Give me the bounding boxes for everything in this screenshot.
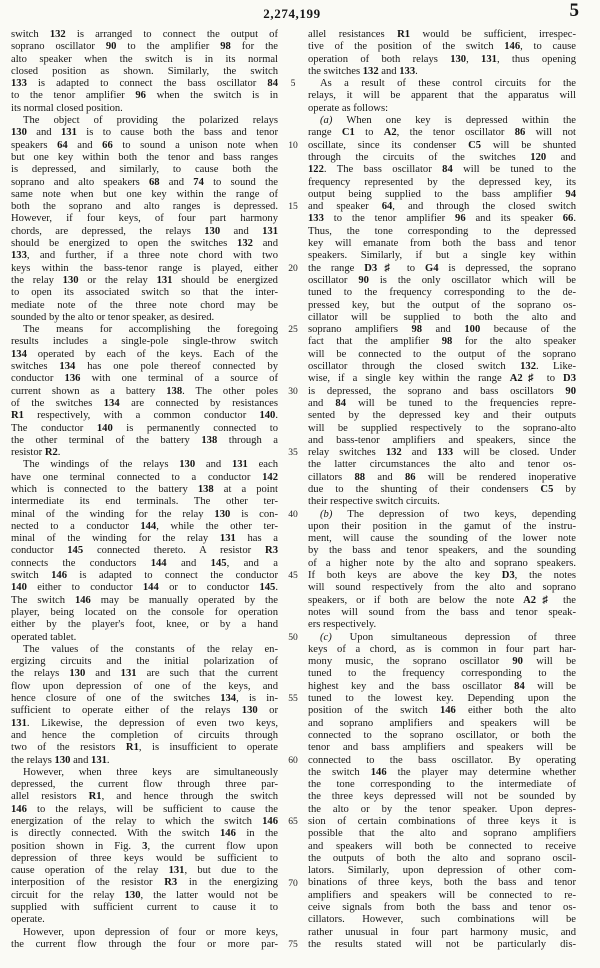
text-line: position of the switch 146 either both the alto — [308, 705, 576, 717]
text-line: through the circuits of the switches 120 and — [308, 151, 576, 163]
line-number: 20 — [288, 262, 298, 274]
text-line: chords, are depressed, the relays 130 and 131 — [11, 225, 278, 237]
text-line: allel resistors R1, and hence through the switch — [11, 791, 278, 803]
text-line: cause operation of the relay 131, but due to the — [11, 865, 278, 877]
text-line: pressed key, but the output of the soprano os- — [308, 299, 576, 311]
text-line: both the soprano and alto ranges is depressed. — [11, 201, 278, 213]
text-line: sufficient to operate either of the relays 130 or — [11, 705, 278, 717]
text-line: and bass-tenor amplifiers and speakers, since the — [308, 434, 576, 446]
text-line: However, when three keys are simultaneously — [23, 766, 278, 778]
text-line: nected to a conductor 144, while the other ter- — [11, 520, 278, 532]
text-line: sented by the depressed key and their outputs — [308, 410, 576, 422]
text-line: will be connected to the output of the soprano — [308, 348, 576, 360]
text-line: (c) Upon simultaneous depression of three — [320, 631, 576, 643]
text-line: and speaker 64, and through the closed switch — [308, 201, 576, 213]
text-line: 146 to the relays, will be sufficient to cause the — [11, 803, 278, 815]
text-line: However, upon depression of four or more keys, — [23, 926, 278, 938]
text-line: However, if four keys, of four part harmony — [11, 213, 278, 225]
text-line: 131. Likewise, the depression of even two keys, — [11, 717, 278, 729]
line-number: 10 — [288, 139, 298, 151]
text-line: the alto or by the tenor speaker. Upon depres- — [308, 803, 576, 815]
text-line: fact that the amplifier 98 for the alto speaker — [308, 336, 576, 348]
text-line: connects the conductors 144 and 145, and a — [11, 557, 278, 569]
line-number: 75 — [288, 939, 298, 951]
text-line: energization of the relay to which the switch 146 — [11, 816, 278, 827]
line-number: 35 — [288, 447, 298, 459]
text-line: current shown as a battery 138. The other poles — [11, 385, 278, 397]
text-line: hence closure of one of the switches 134, is in- — [11, 693, 278, 705]
text-line: player, being located on the console for operation — [11, 606, 278, 618]
text-line: speakers 64 and 66 to sound a unison note when — [11, 139, 278, 151]
text-line: 140 either to conductor 144 or to conductor 145. — [11, 582, 278, 594]
text-line: minal of the winding for the relay 131 has a — [11, 533, 278, 545]
text-line: 130 and 131 is to cause both the bass and tenor — [11, 127, 278, 139]
text-line: soprano and alto speakers 68 and 74 to sound the — [11, 176, 278, 188]
text-line: resistor R2. — [11, 447, 61, 459]
text-line: due to the shunting of their condensers C5 by — [308, 483, 576, 495]
left-column — [11, 29, 278, 951]
text-line: (a) When one key is depressed within the — [320, 115, 576, 127]
text-line: ceive signals from both the bass and tenor os- — [308, 902, 576, 914]
text-line: but one key within both the tenor and bass ranges — [11, 151, 278, 163]
text-line: ergizing circuits and the initial polarization of — [11, 656, 278, 668]
text-line: allel resistances R1 would be sufficient, irrespec- — [308, 29, 576, 40]
text-line: conductor 136 with one terminal of a source of — [11, 373, 278, 385]
text-line: the relay 130 or the relay 131 should be energized — [11, 274, 278, 286]
text-line: circuit for the relay 130, the latter would not be — [11, 889, 278, 901]
line-number: 70 — [288, 877, 298, 889]
text-line: flow upon depression of one of the keys, and — [11, 680, 278, 692]
text-line: output being supplied to the bass amplifier 94 — [308, 188, 576, 200]
text-line: keys within the bass-tenor range is played, either — [11, 262, 278, 274]
text-line: operation of both relays 130, 131, thus opening — [308, 53, 576, 65]
text-line: the range D3♯ to G4 is depressed, the soprano — [308, 262, 576, 274]
text-line: oscillator through the closed switch 132. Like- — [308, 361, 576, 373]
text-line: R1 respectively, with a common conductor 140. — [11, 410, 278, 422]
text-line: connected to the soprano oscillator, or both the — [308, 729, 576, 741]
text-line: intermediate its end terminals. The other ter- — [11, 496, 278, 508]
text-line: The switch 146 may be manually operated by the — [11, 594, 278, 606]
text-line: The object of providing the polarized relays — [23, 115, 278, 127]
line-number: 55 — [288, 693, 298, 705]
text-line: mony music, the soprano oscillator 90 will be — [308, 656, 576, 668]
text-line: depression of three keys would be sufficient to — [11, 852, 278, 864]
text-line: ers respectively. — [308, 619, 377, 631]
text-line: by the bass and tenor speakers, and the sounding — [308, 545, 576, 557]
text-line: mediate note of the three note chord may be — [11, 299, 278, 311]
text-line: which is connected to the battery 138 at a point — [11, 483, 278, 495]
text-line: results includes a single-pole single-throw switch — [11, 336, 278, 348]
text-line: range C1 to A2, the tenor oscillator 86 will not — [308, 127, 576, 139]
line-number: 60 — [288, 754, 298, 766]
line-number: 30 — [288, 385, 298, 397]
text-line: should be energized to open the switches 132 and — [11, 238, 278, 250]
text-line: oscillator 90 is the only oscillator which will be — [308, 274, 576, 286]
text-line: interposition of the resistor R3 in the energizing — [11, 877, 278, 889]
text-line: the other terminal of the battery 138 through a — [11, 434, 278, 446]
right-column — [308, 29, 576, 951]
text-line: the current flow through the four or more par- — [11, 938, 278, 950]
text-line: is depressed, and similarly, to cause both the — [11, 164, 278, 176]
text-line: As a result of these control circuits for the — [320, 78, 576, 90]
text-line: 122. The bass oscillator 84 will be tuned to the — [308, 164, 576, 176]
text-line: and hence the completion of circuits through — [11, 729, 278, 741]
text-line: connected to the bass oscillator. By operating — [308, 754, 576, 766]
patent-number: 2,274,199 — [263, 6, 321, 21]
text-line: tuned to the frequency corresponding to the de- — [308, 287, 576, 299]
line-number: 25 — [288, 324, 298, 336]
text-line: switch 146 is adapted to connect the conductor — [11, 570, 278, 582]
text-line: 133 is adapted to connect the bass oscillator 84 — [11, 78, 278, 90]
text-line: operate as follows: — [308, 102, 389, 114]
text-line: the switch 146 the player may determine whether — [308, 766, 576, 778]
text-line: amplifiers and speakers will be connected to re- — [308, 889, 576, 901]
text-line: cillators 88 and 86 will be rendered inoperative — [308, 471, 576, 483]
text-line: of the switches 134 are connected by resistances — [11, 397, 278, 409]
text-line: speakers, or if both are below the note A2♯ the — [308, 594, 576, 606]
text-line: wise, if a single key within the range A2♯ to D3 — [308, 373, 576, 385]
text-line: and speakers will both be connected to receive — [308, 840, 576, 852]
text-line: The means for accomplishing the foregoing — [23, 324, 278, 336]
line-number: 45 — [288, 570, 298, 582]
text-line: position shown in Fig. 3, the current flow upon — [11, 840, 278, 852]
text-line: depressed, the current flow through three par- — [11, 779, 278, 791]
text-line: same note when but one key within the range of — [11, 188, 278, 200]
text-line: and 84 will be tuned to the frequencies repre- — [308, 397, 576, 409]
page-body — [11, 29, 576, 951]
text-line: to the tenor amplifier 96 when the switch is in — [11, 90, 278, 102]
text-line: is directly connected. With the switch 146 in the — [11, 828, 278, 840]
line-number: 15 — [288, 201, 298, 213]
text-line: notes will sound from the bass and tenor speak- — [308, 606, 576, 618]
text-line: the relays 130 and 131. — [11, 754, 110, 766]
text-line: relays, it will be apparent that the apparatus will — [308, 90, 576, 102]
text-line: Thus, the tone corresponding to the depressed — [308, 225, 576, 237]
text-line: binations of three keys, both the bass and tenor — [308, 877, 576, 889]
text-line: to open its associated switch so that the inter- — [11, 287, 278, 299]
text-line: tive of the position of the switch 146, to cause — [308, 41, 576, 53]
text-line: the relays 130 and 131 are such that the current — [11, 668, 278, 680]
text-line: The values of the constants of the relay en- — [23, 643, 278, 655]
text-line: speakers. Similarly, if but a single key within — [308, 250, 576, 262]
line-number: 65 — [288, 816, 298, 828]
text-line: keys of a chord, as is common in four part har- — [308, 643, 576, 655]
text-line: tuned to the lowest key. Depending upon the — [308, 693, 576, 705]
text-line: soprano amplifiers 98 and 100 because of the — [308, 324, 576, 336]
text-line: oscillate, since its condenser C5 will be shunted — [308, 139, 576, 151]
text-line: The conductor 140 is permanently connected to — [11, 422, 278, 434]
text-line: key will emanate from both the bass and tenor — [308, 238, 576, 250]
text-line: The windings of the relays 130 and 131 each — [23, 459, 278, 471]
text-line: the outputs of both the alto and soprano oscil- — [308, 852, 576, 864]
text-line: (b) The depression of two keys, depending — [320, 508, 576, 520]
text-line: ment, will cause the sounding of the lower note — [308, 533, 576, 545]
text-line: operated tablet. — [11, 631, 77, 643]
text-line: tenor and bass amplifiers and speakers will be — [308, 742, 576, 754]
text-line: the three keys depressed will not be sounded by — [308, 791, 576, 803]
text-line: 133, and further, if a three note chord with two — [11, 250, 278, 262]
text-line: sounded by the alto or tenor speaker, as desired. — [11, 311, 215, 323]
line-number: 40 — [288, 508, 298, 520]
text-line: either by the player's foot, knee, or by a hand — [11, 619, 278, 631]
text-line: 133 to the tenor amplifier 96 and its speaker 66. — [308, 213, 576, 225]
text-line: 134 operated by each of the keys. Each of the — [11, 348, 278, 360]
text-line: relay switches 132 and 133 will be closed. Under — [308, 447, 576, 459]
text-line: conductor 145 connected thereto. A resistor R3 — [11, 545, 278, 557]
text-line: sion of certain combinations of three keys it is — [308, 816, 576, 827]
text-line: will be supplied respectively to the soprano-alto — [308, 422, 576, 434]
text-line: will sound respectively from the alto and soprano — [308, 582, 576, 594]
text-line: and soprano amplifiers and speakers will be — [308, 717, 576, 729]
line-number-gutter — [278, 29, 308, 951]
text-line: soprano oscillator 90 to the amplifier 98 for the — [11, 41, 278, 53]
text-line: operate. — [11, 914, 45, 926]
text-line: alto speaker when the switch is in its normal — [11, 53, 278, 65]
text-line: supplied with sufficient current to cause it to — [11, 902, 278, 914]
text-line: frequency represented by the depressed key, its — [308, 176, 576, 188]
text-line: is depressed, the soprano and bass oscillators 90 — [308, 385, 576, 397]
text-line: lators. Similarly, upon depression of other com- — [308, 865, 576, 877]
text-line: its normal closed position. — [11, 102, 123, 114]
text-line: the results stated will not be particularly dis- — [308, 938, 576, 950]
text-line: highest key and the bass oscillator 84 will be — [308, 680, 576, 692]
text-line: the switches 132 and 133. — [308, 65, 418, 77]
text-line: possible that the alto and soprano amplifiers — [308, 828, 576, 840]
text-line: two of the resistors R1, is insufficient to operate — [11, 742, 278, 754]
text-line: switch 132 is arranged to connect the output of — [11, 29, 278, 40]
text-line: minal of the winding for the relay 130 is con- — [11, 508, 278, 520]
text-line: their respective switch circuits. — [308, 496, 440, 508]
text-line: of a higher note by the alto and soprano speakers. — [308, 557, 576, 569]
line-number: 50 — [288, 631, 298, 643]
text-line: switches 134 has one pole thereof connected by — [11, 361, 278, 373]
text-line: closed position as shown. Similarly, the switch — [11, 65, 278, 77]
text-line: have one terminal connected to a conductor 142 — [11, 471, 278, 483]
line-number: 5 — [290, 78, 296, 90]
text-line: upon their position in the gamut of the instru- — [308, 520, 576, 532]
page-number: 5 — [569, 0, 579, 21]
text-line: the tone corresponding to the intermediate of — [308, 779, 576, 791]
text-line: the latter circumstances the alto and tenor os- — [308, 459, 576, 471]
text-line: cillator will be supplied to both the alto and — [308, 311, 576, 323]
text-line: tuned to the frequency corresponding to the — [308, 668, 576, 680]
text-line: cillators. However, such combinations will be — [308, 914, 576, 926]
text-line: rather unusual in four part harmony music, and — [308, 926, 576, 938]
text-line: If both keys are above the key D3, the notes — [308, 570, 576, 582]
